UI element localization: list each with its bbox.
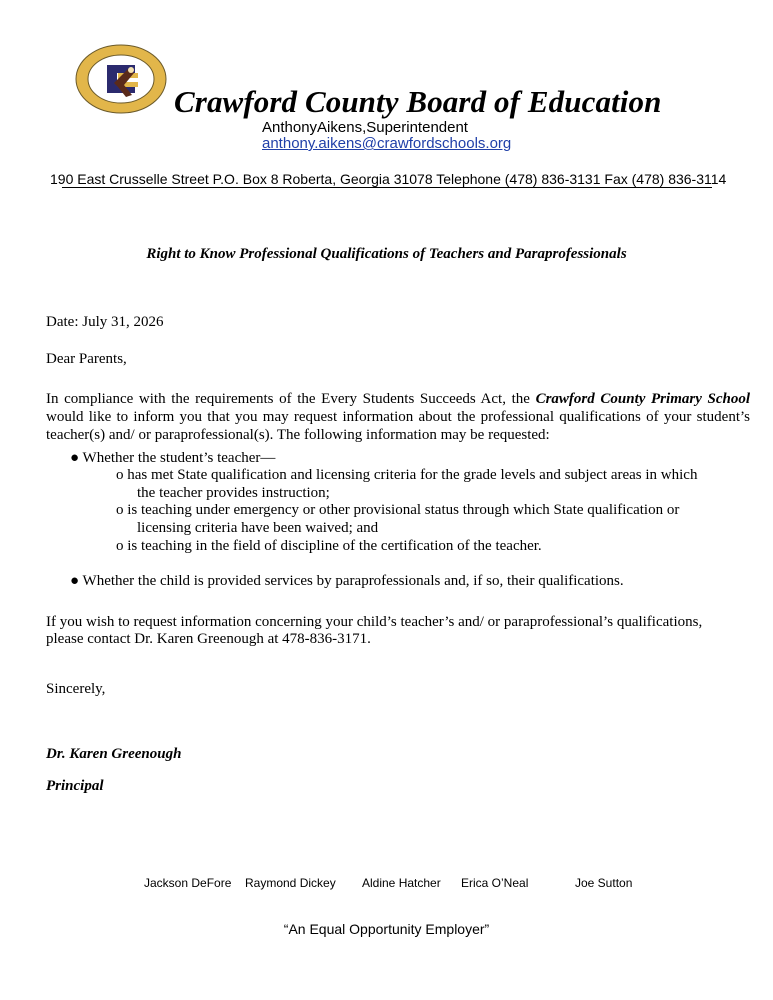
signer-title: Principal	[46, 778, 104, 794]
document-title: Right to Know Professional Qualifications of Teachers and Paraprofessionals	[146, 246, 627, 262]
closing: Sincerely,	[46, 681, 106, 697]
address-underline	[62, 187, 712, 188]
board-member: Erica O’Neal	[461, 876, 529, 890]
school-seal-logo	[74, 43, 168, 115]
board-member: Joe Sutton	[575, 876, 633, 890]
signer-name: Dr. Karen Greenough	[46, 746, 182, 762]
board-member: Aldine Hatcher	[362, 876, 441, 890]
bullet-teacher: ● Whether the student’s teacher—	[70, 450, 276, 466]
bullet-paraprofessionals: ● Whether the child is provided services by paraprofessionals and, if so, their qualifications.	[70, 573, 624, 589]
intro-paragraph	[46, 390, 750, 444]
intro-line-1-text: In compliance with the requirements of the Every Students Succeeds Act, the	[46, 391, 530, 407]
superintendent-email-link[interactable]: anthony.aikens@crawfordschools.org	[262, 135, 512, 152]
contact-line-1: If you wish to request information concerning your child’s teacher’s and/ or paraprofessional’s qualifications,	[46, 614, 703, 630]
sub-item-1-line-1: o has met State qualification and licensing criteria for the grade levels and subject areas in which	[116, 467, 698, 483]
board-name-heading: Crawford County Board of Education	[174, 84, 662, 119]
intro-line-1	[46, 390, 750, 408]
school-name: Crawford County Primary School	[535, 391, 750, 407]
date-line: Date: July 31, 2026	[46, 314, 164, 330]
intro-line-3: teacher(s) and/ or paraprofessional(s). The following information may be requested:	[46, 427, 550, 443]
equal-opportunity-footer: “An Equal Opportunity Employer”	[283, 921, 490, 937]
sub-item-1-line-2: the teacher provides instruction;	[137, 485, 330, 501]
board-member: Jackson DeFore	[144, 876, 232, 890]
sub-item-2-line-1: o is teaching under emergency or other provisional status through which State qualification or	[116, 502, 680, 518]
address-line: 190 East Crusselle Street P.O. Box 8 Roberta, Georgia 31078 Telephone (478) 836-3131 Fax (478) 836-3114	[50, 171, 727, 187]
contact-line-2: please contact Dr. Karen Greenough at 478-836-3171.	[46, 631, 371, 647]
salutation: Dear Parents,	[46, 351, 127, 367]
sub-item-3: o is teaching in the field of discipline of the certification of the teacher.	[116, 538, 542, 554]
superintendent-line: AnthonyAikens,Superintendent	[262, 119, 468, 136]
intro-line-2: would like to inform you that you may request information about the professional qualifications of your student’s	[46, 409, 750, 425]
sub-item-2-line-2: licensing criteria have been waived; and	[137, 520, 379, 536]
board-member: Raymond Dickey	[245, 876, 336, 890]
